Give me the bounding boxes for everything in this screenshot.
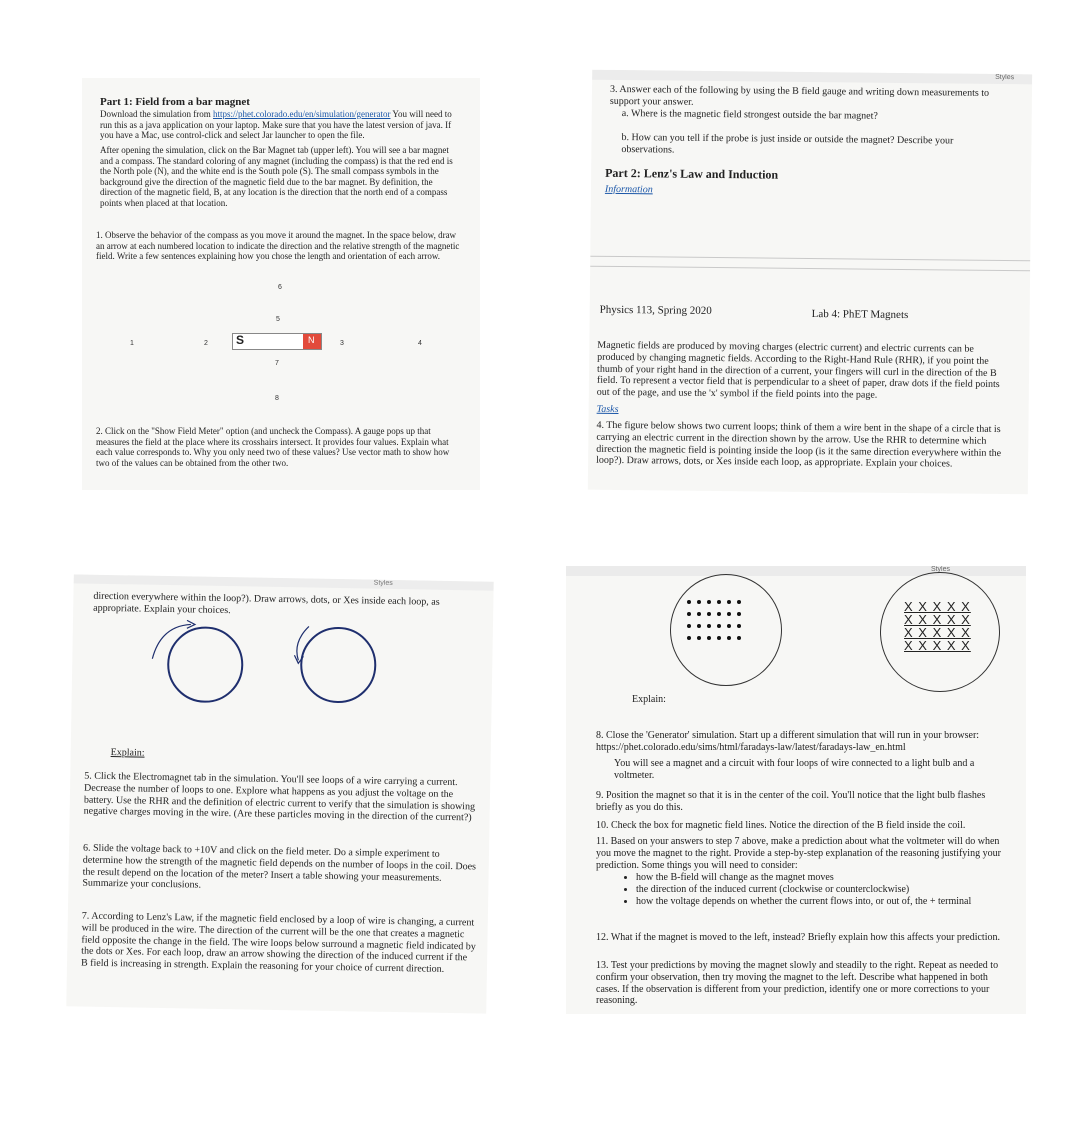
tasks-link[interactable]: Tasks [596, 403, 619, 416]
question-10: 10. Check the box for magnetic field lines. Notice the direction of the B field inside the coil. [596, 820, 966, 831]
north-pole-label: N [308, 335, 315, 345]
simulation-link[interactable]: https://phet.colorado.edu/en/simulation/generator [212, 109, 391, 119]
styles-label: Styles [995, 73, 1015, 82]
north-pole [303, 334, 321, 349]
list-item: • the direction of the induced current (clockwise or counterclockwise) [636, 884, 1022, 896]
question-11: 11. Based on your answers to step 7 above, make a prediction about what the voltmeter will do when you move the magnet to the right. Provide a step-by-step explanation of the reasoning justifying your prediction. Some things you will need to consider: [596, 836, 1001, 871]
header-lab: Lab 4: PhET Magnets [811, 308, 909, 322]
part2-title: Part 2: Lenz's Law and Induction [605, 165, 779, 182]
x-row: X X X X X [904, 638, 971, 653]
explain-label: Explain: [110, 747, 145, 759]
page-break-2 [590, 266, 1030, 272]
question-1: 1. Observe the behavior of the compass as you move it around the magnet. In the space below, draw an arrow at each numbered location to indicate the direction and the relative strength of the magnetic field. Write a few sentences explaining how you chose the length and orientation of each arrow. [96, 230, 460, 262]
question-3: 3. Answer each of the following by using the B field gauge and writing down measurements to support your answer. [609, 83, 990, 108]
position-6: 6 [278, 284, 282, 291]
list-item: • how the voltage depends on whether the current flows into, or out of, the + terminal [636, 896, 1022, 908]
styles-label: Styles [930, 566, 950, 573]
list-item: • how the B-field will change as the magnet moves [636, 872, 1022, 884]
question-3b: b. How can you tell if the probe is just inside or outside the magnet? Describe your observations. [621, 132, 954, 156]
toolbar-strip [592, 70, 1032, 85]
question-7: 7. According to Lenz's Law, if the magnetic field enclosed by a loop of wire is changing, a current will be produced in the wire. The direction of the current will be the one that creates a magnetic field opposite the change in the field. The wire loops below surround a magnetic field indicated by the dots or Xes. For each loop, draw an arrow showing the direction of the induced current if the B field is increasing in strength. Explain the reasoning for your choice of current direction. [80, 910, 476, 976]
bar-magnet-paragraph: After opening the simulation, click on the Bar Magnet tab (upper left). You will see a bar magnet and a compass. The standard coloring of any magnet (including the compass) is that the red end is the North pole (N), and the white end is the South pole (S). The small compass symbols in the background give the direction of the magnetic field due to the bar magnet. By definition, the direction of the magnetic field, B, at any location is the direction that the north end of a compass points when placed at that location. [100, 145, 453, 209]
question-8-note: You will see a magnet and a circuit with four loops of wire connected to a light bulb and a voltmeter. [614, 758, 975, 781]
question-2: 2. Click on the "Show Field Meter" option (and uncheck the Compass). A gauge pops up that measures the field at the place where its crosshairs intersect. It provides four values. Explain what each value corresponds to. Why you only need two of these values? Use vector math to show how two of the values can be obtained from the other two. [96, 426, 450, 468]
page-break [590, 256, 1030, 262]
header-course: Physics 113, Spring 2020 [599, 303, 712, 317]
position-1: 1 [130, 340, 134, 347]
question-13: 13. Test your predictions by moving the magnet slowly and steadily to the right. Repeat as needed to confirm your observation, then try moving the magnet to the left. Describe what happened in both cases. If the observation is different from your prediction, identify one or more corrections to your reasoning. [596, 960, 999, 1007]
download-text-end: You will need to run this as a java application on your laptop. Make sure that you have the latest version of java. If you have a Mac, use control-click and select Jar launcher to open the file. [100, 109, 452, 141]
photo-panel-faraday [566, 566, 1026, 1014]
information-link[interactable]: Information [604, 183, 653, 196]
loop-instructions: direction everywhere within the loop?). Draw arrows, dots, or Xes inside each loop, as appropriate. Explain your choices. [93, 590, 440, 616]
loop-arrow-right [286, 622, 317, 673]
question-9: 9. Position the magnet so that it is in the center of the coil. You'll notice that the light bulb flashes briefly as you do this. [596, 790, 986, 813]
photo-panel-electromagnet [66, 574, 493, 1013]
position-8: 8 [275, 395, 279, 402]
x-row: X X X X X [904, 599, 971, 614]
part1-title: Part 1: Field from a bar magnet [100, 96, 250, 108]
dots-out-of-page [684, 594, 774, 642]
question-12: 12. What if the magnet is moved to the left, instead? Briefly explain how this affects your prediction. [596, 932, 1000, 943]
position-5: 5 [276, 316, 280, 323]
question-3a: a. Where is the magnetic field strongest outside the bar magnet? [621, 108, 878, 122]
lenz-paragraph: Magnetic fields are produced by moving charges (electric current) and electric currents can be produced by changing magnetic fields. According to the Right-Hand Rule (RHR), if you point the thumb of your right hand in the direction of a current, your fingers will curl in the direction of the B field. To represent a vector field that is perpendicular to a sheet of paper, draw dots if the field points out of the page, and use the 'x' symbol if the field points into the page. [596, 339, 1000, 401]
explain-label: Explain: [632, 694, 666, 705]
toolbar-strip [74, 574, 494, 590]
photo-panel-part1 [82, 78, 480, 490]
question-5: 5. Click the Electromagnet tab in the simulation. You'll see loops of a wire carrying a current. Decrease the number of loops to one. Explore what happens as you adjust the voltage on the battery. Use the RHR and the definition of electric current to verify that the simulation is showing negative charges moving in the wire. (Are these particles moving in the direction of the current?) [83, 770, 476, 824]
considerations-list [622, 872, 1022, 907]
photo-panel-part2 [588, 70, 1032, 495]
loop-arrow-left [142, 614, 213, 665]
bar-magnet [232, 333, 322, 350]
south-pole-label: S [236, 333, 245, 347]
x-row: X X X X X [904, 625, 971, 640]
styles-label: Styles [373, 579, 393, 587]
position-4: 4 [418, 340, 422, 347]
question-8: 8. Close the 'Generator' simulation. Start up a different simulation that will run in your browser: https://phet.colorado.edu/sims/html/faradays-law/latest/faradays-law_en.html [596, 730, 980, 753]
position-2: 2 [204, 340, 208, 347]
x-row: X X X X X [904, 612, 971, 627]
download-text: Download the simulation from [100, 109, 213, 119]
question-4: 4. The figure below shows two current loops; think of them a wire bent in the shape of a circle that is carrying an electric current in the direction shown by the arrow. Use the RHR to determine which direction the magnetic field is pointing inside the loop (is it the same direction everywhere within the loop?). Draw arrows, dots, or Xes inside each loop, as appropriate. Explain your choices. [596, 419, 1002, 470]
x-into-page [904, 600, 971, 652]
download-paragraph [100, 109, 460, 141]
position-7: 7 [275, 360, 279, 367]
position-3: 3 [340, 340, 344, 347]
question-6: 6. Slide the voltage back to +10V and click on the field meter. Do a simple experiment to determine how the strength of the magnetic field depends on the number of loops in the coil. Does the result depend on the location of the meter? Insert a table showing your measurements. Summarize your conclusions. [82, 842, 477, 892]
